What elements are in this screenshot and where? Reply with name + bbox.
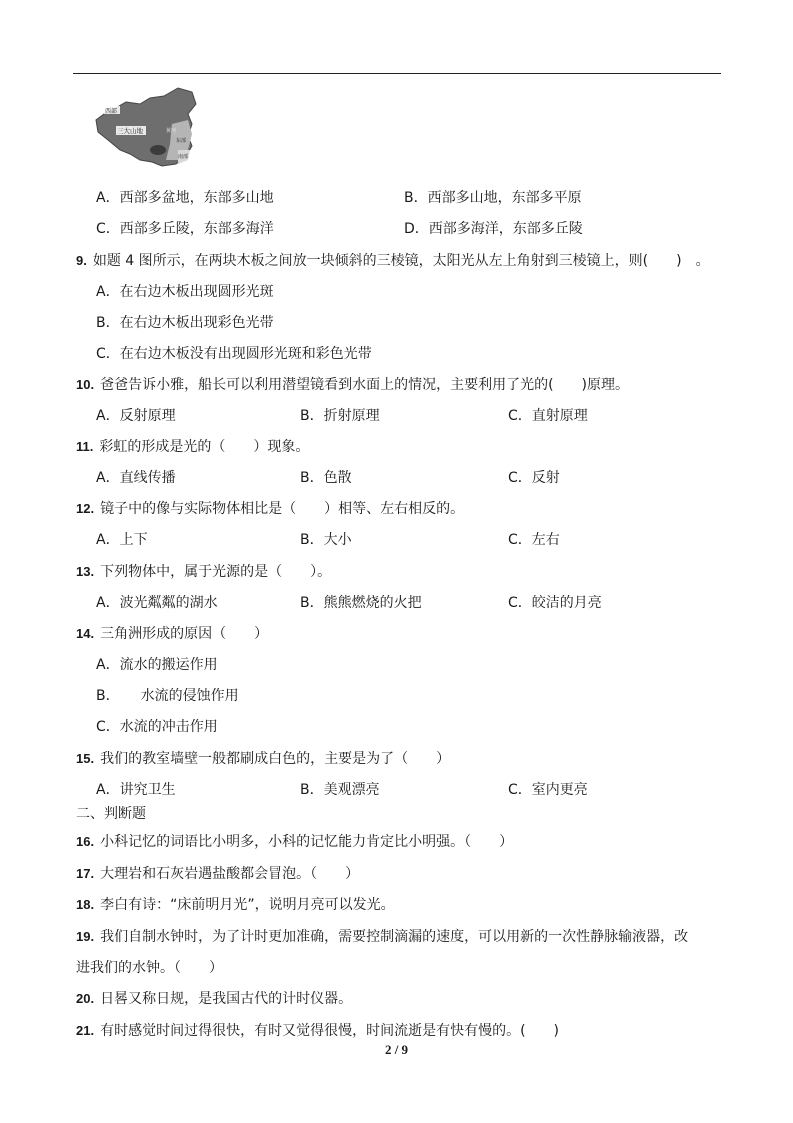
q14-option-c[interactable]: C．水流的冲击作用 [96,719,218,735]
q9-option-a[interactable]: A．在右边木板出现圆形光斑 [96,284,274,300]
question-text: 我们自制水钟时，为了计时更加准确，需要控制滴漏的速度，可以用新的一次性静脉输液器，改 [100,929,689,945]
q15-option-a[interactable]: A．讲究卫生 [96,782,176,798]
q13-option-a[interactable]: A．波光粼粼的湖水 [96,595,218,611]
q15-option-b[interactable]: B．美观漂亮 [300,782,380,798]
question-number: 12. [76,501,95,516]
q14-option-b[interactable]: B． 水流的侵蚀作用 [96,688,239,704]
q11-option-a[interactable]: A．直线传播 [96,470,176,486]
question-text: 下列物体中，属于光源的是（ ）。 [100,564,332,580]
question-number: 17. [76,866,95,881]
q12-option-c[interactable]: C．左右 [508,532,560,548]
question-text: 三角洲形成的原因（ ） [100,626,269,642]
q11-option-c[interactable]: C．反射 [508,470,560,486]
question-text: 大理岩和石灰岩遇盐酸都会冒泡。（ ） [100,866,360,882]
question-number: 18. [76,897,95,912]
question-text: 日晷又称日规，是我国古代的计时仪器。 [100,991,353,1007]
question-text: 镜子中的像与实际物体相比是（ ）相等、左右相反的。 [100,501,465,517]
question-13 [76,562,331,582]
q12-option-a[interactable]: A．上下 [96,532,148,548]
map-label-mountain: 三大山地 [117,127,143,135]
question-number: 20. [76,991,95,1006]
question-18 [76,895,395,915]
q15-option-c[interactable]: C．室内更亮 [508,782,588,798]
question-text: 彩虹的形成是光的（ ）现象。 [99,439,310,455]
map-label-river: 黄河 [166,128,177,134]
q11-option-b[interactable]: B．色散 [300,470,352,486]
q8-option-b[interactable]: B．西部多山地，东部多平原 [404,190,582,206]
question-10 [76,375,629,395]
map-label-west: 西部 [105,108,118,115]
question-text: 李白有诗：“床前明月光”，说明月亮可以发光。 [100,897,395,913]
question-15 [76,749,450,769]
question-number: 21. [76,1023,95,1038]
question-9 [76,251,710,271]
question-14 [76,624,268,644]
question-19 [76,927,688,947]
q10-option-c[interactable]: C．直射原理 [508,408,588,424]
question-number: 9. [76,253,87,268]
question-text: 小科记忆的词语比小明多，小科的记忆能力肯定比小明强。（ ） [100,834,514,850]
question-11 [76,437,309,457]
question-number: 10. [76,377,95,392]
question-number: 14. [76,626,95,641]
map-label-south: 南部 [178,154,189,160]
question-number: 19. [76,929,95,944]
q9-option-c[interactable]: C．在右边木板没有出现圆形光斑和彩色光带 [96,346,372,362]
q8-option-a[interactable]: A．西部多盆地，东部多山地 [96,190,274,206]
question-text: 爸爸告诉小雅，船长可以利用潜望镜看到水面上的情况，主要利用了光的( )原理。 [100,377,629,393]
question-number: 13. [76,564,95,579]
q8-option-c[interactable]: C．西部多丘陵，东部多海洋 [96,221,274,237]
question-17 [76,864,359,884]
question-number: 16. [76,834,95,849]
q14-option-a[interactable]: A．流水的搬运作用 [96,657,218,673]
q10-option-b[interactable]: B．折射原理 [300,408,380,424]
map-label-east: 东部 [176,138,187,144]
question-text: 有时感觉时间过得很快，有时又觉得很慢，时间流逝是有快有慢的。( ) [100,1023,559,1039]
question-16 [76,832,513,852]
question-19-continued: 进我们的水钟。（ ） [76,960,223,976]
question-12 [76,499,464,519]
q13-option-b[interactable]: B．熊熊燃烧的火把 [300,595,422,611]
q9-option-b[interactable]: B．在右边木板出现彩色光带 [96,315,274,331]
question-number: 15. [76,751,95,766]
question-20 [76,989,352,1009]
q12-option-b[interactable]: B．大小 [300,532,352,548]
question-21 [76,1021,559,1041]
question-text: 我们的教室墙壁一般都刷成白色的，主要是为了（ ） [100,751,451,767]
page-number: 2 / 9 [384,1042,409,1057]
q8-option-d[interactable]: D．西部多海洋，东部多丘陵 [404,221,583,237]
question-text: 如题 4 图所示，在两块木板之间放一块倾斜的三棱镜，太阳光从左上角射到三棱镜上，则( ) 。 [92,253,710,269]
question-number: 11. [76,439,94,454]
q10-option-a[interactable]: A．反射原理 [96,408,176,424]
map-basin-shape [150,145,166,155]
header-rule [73,73,721,74]
china-map-figure [92,84,202,172]
q13-option-c[interactable]: C．皎洁的月亮 [508,595,602,611]
section-heading-judgement: 二、判断题 [76,806,146,822]
